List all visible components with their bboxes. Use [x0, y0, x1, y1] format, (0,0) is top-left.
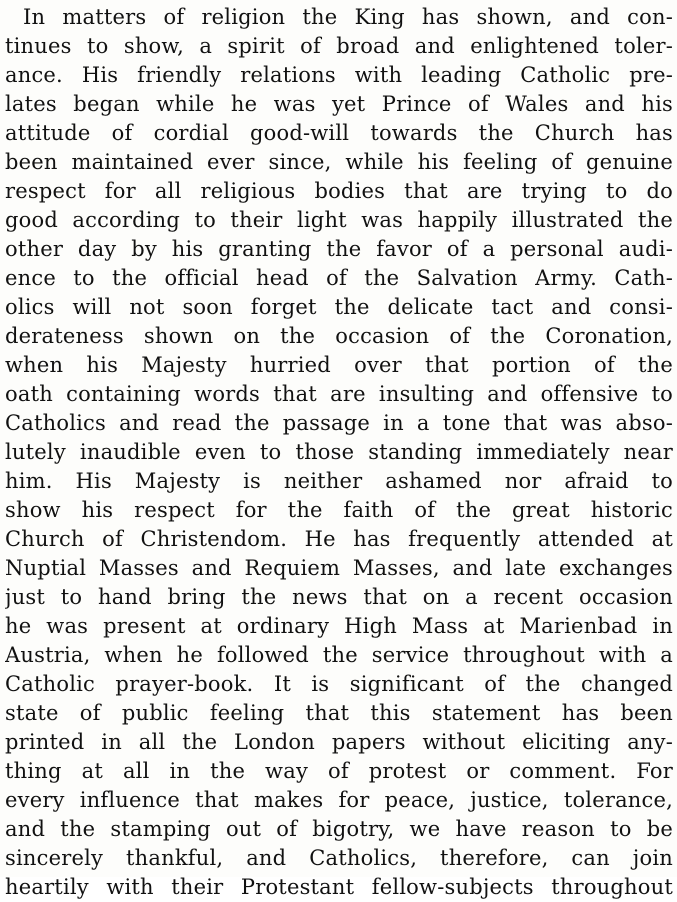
text-line: and the stamping out of bigotry, we have reason to be: [5, 817, 673, 841]
text-line: attitude of cordial good-will towards the Church has: [5, 121, 673, 145]
text-line: when his Majesty hurried over that portion of the: [5, 353, 673, 377]
text-line: Nuptial Masses and Requiem Masses, and late exchanges: [5, 556, 673, 580]
text-line: lates began while he was yet Prince of Wales and his: [5, 92, 673, 116]
text-line: lutely inaudible even to those standing immediately near: [5, 440, 673, 464]
text-line: other day by his granting the favor of a personal audi-: [5, 237, 673, 261]
text-line: ence to the official head of the Salvation Army. Cath-: [5, 266, 673, 290]
text-line: olics will not soon forget the delicate tact and consi-: [5, 295, 673, 319]
text-line: state of public feeling that this statement has been: [5, 701, 673, 725]
text-line: heartily with their Protestant fellow-subjects throughout: [5, 875, 673, 899]
text-line: In matters of religion the King has shown, and con-: [23, 5, 673, 29]
article-paragraph: [5, 3, 673, 902]
text-line: Austria, when he followed the service throughout with a: [5, 643, 673, 667]
text-line: been maintained ever since, while his feeling of genuine: [5, 150, 673, 174]
text-line: just to hand bring the news that on a recent occasion: [5, 585, 673, 609]
text-line: every influence that makes for peace, justice, tolerance,: [5, 788, 673, 812]
text-line: tinues to show, a spirit of broad and enlightened toler-: [5, 34, 673, 58]
text-line: Church of Christendom. He has frequently attended at: [5, 527, 673, 551]
text-line: show his respect for the faith of the great historic: [5, 498, 673, 522]
text-line: sincerely thankful, and Catholics, therefore, can join: [5, 846, 673, 870]
text-line: he was present at ordinary High Mass at Marienbad in: [5, 614, 673, 638]
text-line: Catholic prayer-book. It is significant of the changed: [5, 672, 673, 696]
text-line: him. His Majesty is neither ashamed nor afraid to: [5, 469, 673, 493]
text-line: respect for all religious bodies that are trying to do: [5, 179, 673, 203]
text-line: oath containing words that are insulting and offensive to: [5, 382, 673, 406]
text-line: derateness shown on the occasion of the Coronation,: [5, 324, 673, 348]
text-line: printed in all the London papers without eliciting any-: [5, 730, 673, 754]
text-line: good according to their light was happily illustrated the: [5, 208, 673, 232]
text-line: Catholics and read the passage in a tone that was abso-: [5, 411, 673, 435]
text-line: thing at all in the way of protest or comment. For: [5, 759, 673, 783]
text-line: ance. His friendly relations with leading Catholic pre-: [5, 63, 673, 87]
